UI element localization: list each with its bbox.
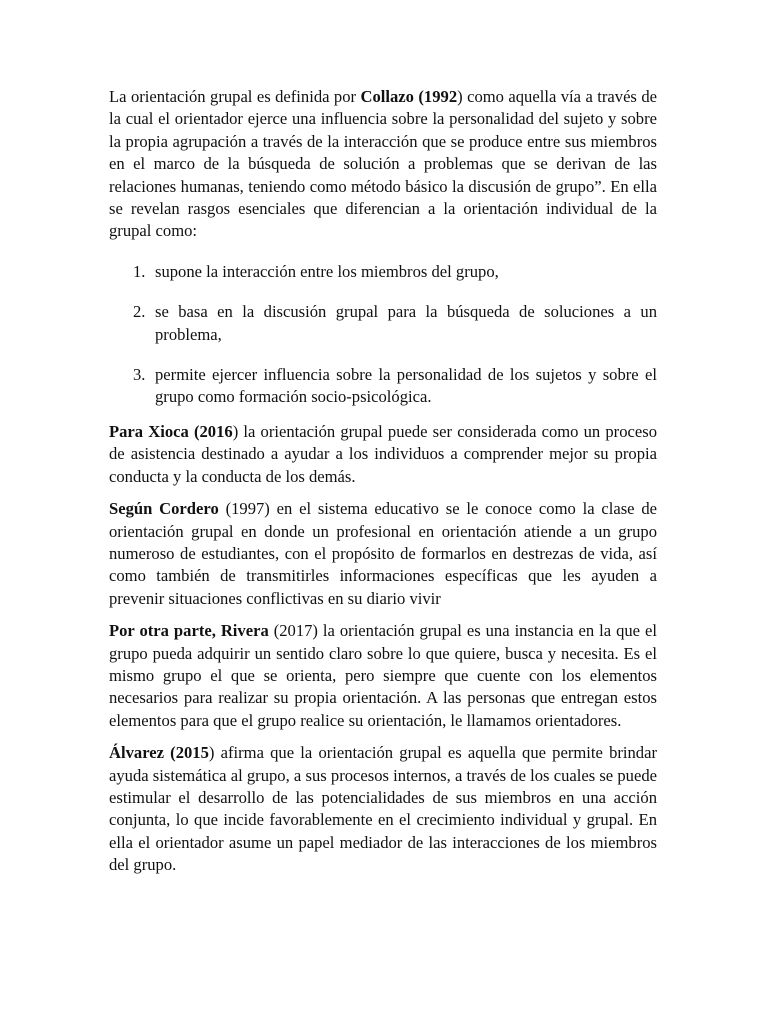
paragraph-rivera bbox=[109, 620, 657, 732]
paragraph-collazo bbox=[109, 86, 657, 243]
document-page bbox=[109, 86, 657, 877]
paragraph-text: ) como aquella vía a través de la cual el orientador ejerce una influencia sobre la personalidad del sujeto y sobre la propia agrupación a través de la interacción que se produce entre sus miembros en el marco de la búsqueda de solución a problemas que se derivan de las relaciones humanas, teniendo como método básico la discusión de grupo”. En ella se revelan rasgos esenciales que diferencian a la orientación individual de la grupal como: bbox=[109, 87, 657, 241]
list-item bbox=[109, 364, 657, 409]
paragraph-text: (1997) en el sistema educativo se le conoce como la clase de orientación grupal en donde un profesional en orientación atiende a un grupo numeroso de estudiantes, con el propósito de formarlos en destrezas de vida, así como también de transmitirles informaciones específicas que les ayuden a prevenir situaciones conflictivas en su diario vivir bbox=[109, 499, 657, 608]
numbered-list bbox=[109, 261, 657, 409]
list-item bbox=[109, 261, 657, 283]
list-item-text: supone la interacción entre los miembros del grupo, bbox=[155, 261, 499, 281]
citation-author: Según Cordero bbox=[109, 499, 219, 519]
list-item-text: permite ejercer influencia sobre la personalidad de los sujetos y sobre el grupo como formación socio-psicológica. bbox=[155, 365, 657, 407]
list-number: 2. bbox=[133, 302, 146, 322]
paragraph-xioca bbox=[109, 421, 657, 488]
paragraph-text: La orientación grupal es definida por bbox=[109, 87, 361, 106]
paragraph-cordero bbox=[109, 498, 657, 610]
list-number: 3. bbox=[133, 365, 146, 385]
citation-author: Por otra parte, Rivera bbox=[109, 621, 269, 641]
paragraph-text: ) la orientación grupal puede ser considerada como un proceso de asistencia destinado a ayudar a los individuos a comprender mejor su propia conducta y la conducta de los demás. bbox=[109, 421, 657, 486]
list-item-text: se basa en la discusión grupal para la búsqueda de soluciones a un problema, bbox=[155, 302, 657, 344]
paragraph-text: ) afirma que la orientación grupal es aquella que permite brindar ayuda sistemática al grupo, a sus procesos internos, a través de los cuales se puede estimular el desarrollo de las potencialidades de sus miembros en una acción conjunta, lo que incide favorablemente en el crecimiento individual y grupal. En ella el orientador asume un papel mediador de las interacciones de los miembros del grupo. bbox=[109, 743, 657, 875]
paragraph-text: (2017) la orientación grupal es una instancia en la que el grupo pueda adquirir un sentido claro sobre lo que quiere, busca y necesita. Es el mismo grupo el que se orienta, pero siempre que cuente con los elementos necesarios para realizar su propia orientación. A las personas que entregan estos elementos para que el grupo realice su orientación, le llamamos orientadores. bbox=[109, 621, 657, 730]
paragraph-alvarez bbox=[109, 742, 657, 876]
list-item bbox=[109, 301, 657, 346]
citation-author: Álvarez (2015 bbox=[109, 743, 209, 763]
citation-author: Para Xioca (2016 bbox=[109, 421, 233, 441]
list-number: 1. bbox=[133, 261, 146, 281]
citation-author: Collazo (1992 bbox=[360, 87, 458, 106]
